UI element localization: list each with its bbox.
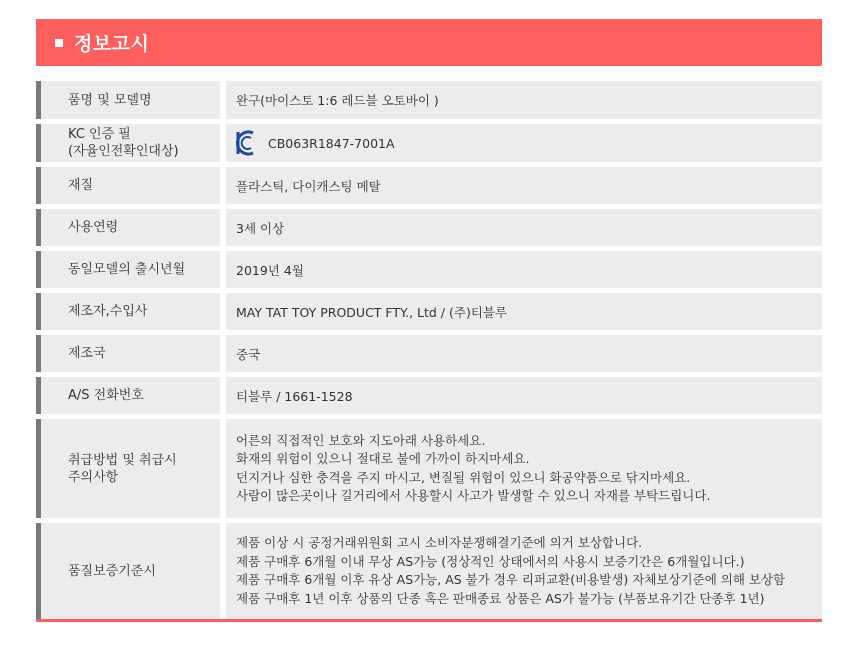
row-value: 티블루 / 1661-1528: [226, 377, 822, 414]
row-label: 제조자,수입사: [36, 293, 220, 330]
row-label: 사용연령: [36, 209, 220, 246]
section-header: [36, 19, 822, 66]
row-label-line: KC 인증 필: [68, 127, 131, 142]
kc-cert-number: CB063R1847-7001A: [268, 135, 395, 151]
row-label-line: 주의사항: [68, 469, 119, 485]
table-row: [36, 209, 822, 246]
row-value: [226, 419, 822, 518]
caution-line: 던지거나 심한 충격을 주지 마시고, 변질될 위험이 있으니 화공약품으로 닦지마세요.: [236, 469, 691, 485]
warranty-line: 제품 구매후 1년 이후 상품의 단종 혹은 판매종료 상품은 AS가 불가능 (부품보유기간 단종후 1년): [236, 590, 765, 606]
row-label: [36, 124, 220, 162]
row-value: 2019년 4월: [226, 251, 822, 288]
row-label: 동일모델의 출시년월: [36, 251, 220, 288]
row-value: [226, 523, 822, 619]
warranty-line: 제품 구매후 6개월 이내 무상 AS가능 (정상적인 상태에서의 사용시 보증기간은 6개월입니다.): [236, 553, 745, 569]
bottom-divider: [36, 619, 822, 622]
row-value: MAY TAT TOY PRODUCT FTY., Ltd / (주)티블루: [226, 293, 822, 330]
table-row: [36, 293, 822, 330]
table-row: [36, 523, 822, 619]
table-row: [36, 377, 822, 414]
table-row: [36, 335, 822, 372]
warranty-line: 제품 구매후 6개월 이후 유상 AS가능, AS 불가 경우 리퍼교환(비용발생) 자체보상기준에 의해 보상함: [236, 572, 786, 587]
row-label: 품질보증기준시: [36, 523, 220, 619]
table-row: [36, 251, 822, 288]
info-table: [36, 81, 822, 622]
caution-line: 사람이 많은곳이나 길거리에서 사용할시 사고가 발생할 수 있으니 자재를 부탁드립니다.: [236, 488, 711, 503]
table-row: [36, 167, 822, 204]
section-title: 정보고시: [74, 33, 150, 55]
bullet-square-icon: [55, 39, 63, 47]
row-label-line: 취급방법 및 취급시: [68, 452, 177, 468]
row-value: 3세 이상: [226, 209, 822, 246]
row-label: [36, 419, 220, 518]
kc-mark-icon: [236, 130, 256, 156]
caution-line: 화재의 위험이 있으니 절대로 불에 가까이 하지마세요.: [236, 451, 530, 466]
row-value: 플라스틱, 다이캐스팅 메탈: [226, 167, 822, 204]
row-value: [226, 124, 822, 162]
row-value: 완구(마이스토 1:6 레드블 오토바이 ): [226, 81, 822, 119]
row-value: 중국: [226, 335, 822, 372]
table-row: [36, 81, 822, 119]
table-row: [36, 419, 822, 518]
table-row: [36, 124, 822, 162]
row-label: 제조국: [36, 335, 220, 372]
caution-line: 어른의 직접적인 보호와 지도아래 사용하세요.: [236, 432, 486, 448]
row-label-line: (자율인전확인대상): [68, 144, 179, 159]
row-label: A/S 전화번호: [36, 377, 220, 414]
row-label: 재질: [36, 167, 220, 204]
product-info-notice: [36, 19, 822, 622]
row-label: 품명 및 모델명: [36, 81, 220, 119]
warranty-line: 제품 이상 시 공정거래위원회 고시 소비자분쟁해결기준에 의거 보상합니다.: [236, 535, 643, 550]
